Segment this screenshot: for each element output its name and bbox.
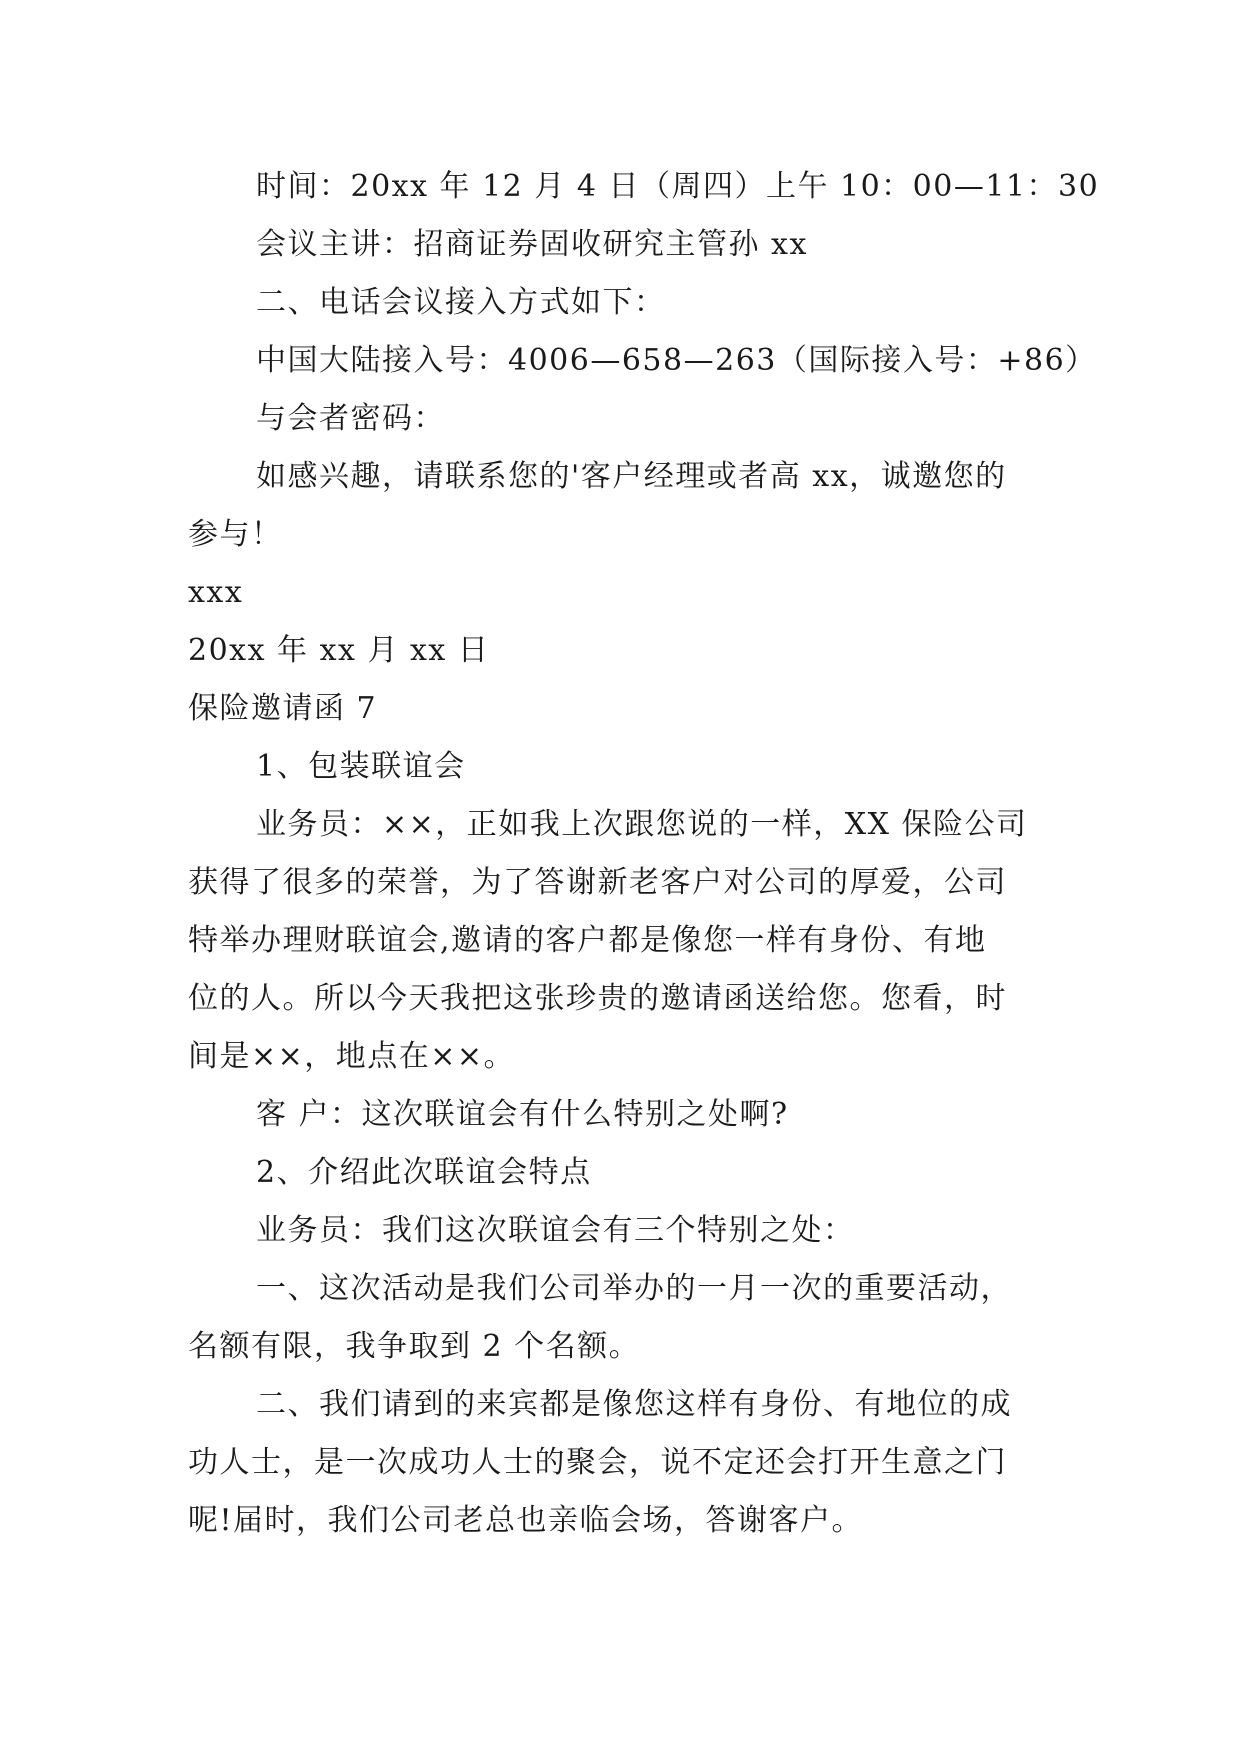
paragraph-line: 2、介绍此次联谊会特点 — [256, 1155, 592, 1190]
paragraph-line: 二、我们请到的来宾都是像您这样有身份、有地位的成 — [256, 1387, 1012, 1422]
paragraph-line: 时间：20xx 年 12 月 4 日（周四）上午 10：00—11：30 — [256, 169, 1100, 204]
paragraph-line: 一、这次活动是我们公司举办的一月一次的重要活动， — [256, 1271, 1012, 1306]
paragraph-line: 二、电话会议接入方式如下： — [256, 285, 666, 320]
paragraph-line: 业务员：××，正如我上次跟您说的一样，XX 保险公司 — [256, 807, 1028, 842]
paragraph-line: 位的人。所以今天我把这张珍贵的邀请函送给您。您看，时 — [188, 981, 1007, 1016]
paragraph-line: 业务员：我们这次联谊会有三个特别之处： — [256, 1213, 855, 1248]
paragraph-line: 呢!届时，我们公司老总也亲临会场，答谢客户。 — [188, 1503, 864, 1538]
paragraph-line: 名额有限，我争取到 2 个名额。 — [188, 1329, 641, 1364]
paragraph-line: 间是××，地点在××。 — [188, 1039, 516, 1074]
paragraph-line: 特举办理财联谊会,邀请的客户都是像您一样有身份、有地 — [188, 923, 987, 958]
document-body — [188, 158, 1100, 1550]
paragraph-line: 会议主讲：招商证券固收研究主管孙 xx — [256, 227, 808, 262]
signature-line: xxx — [188, 575, 244, 610]
paragraph-line: 中国大陆接入号：4006—658—263（国际接入号：+86） — [256, 343, 1097, 378]
paragraph-line: 如感兴趣，请联系您的'客户经理或者高 xx，诚邀您的 — [256, 459, 1007, 494]
section-title: 保险邀请函 7 — [188, 691, 378, 726]
paragraph-line: 客 户：这次联谊会有什么特别之处啊? — [256, 1097, 789, 1132]
paragraph-line: 与会者密码： — [256, 401, 445, 436]
paragraph-line: 参与！ — [188, 517, 283, 552]
paragraph-line: 功人士，是一次成功人士的聚会，说不定还会打开生意之门 — [188, 1445, 1007, 1480]
date-line: 20xx 年 xx 月 xx 日 — [188, 633, 490, 668]
paragraph-line: 获得了很多的荣誉，为了答谢新老客户对公司的厚爱，公司 — [188, 865, 1007, 900]
paragraph-line: 1、包装联谊会 — [256, 749, 466, 784]
